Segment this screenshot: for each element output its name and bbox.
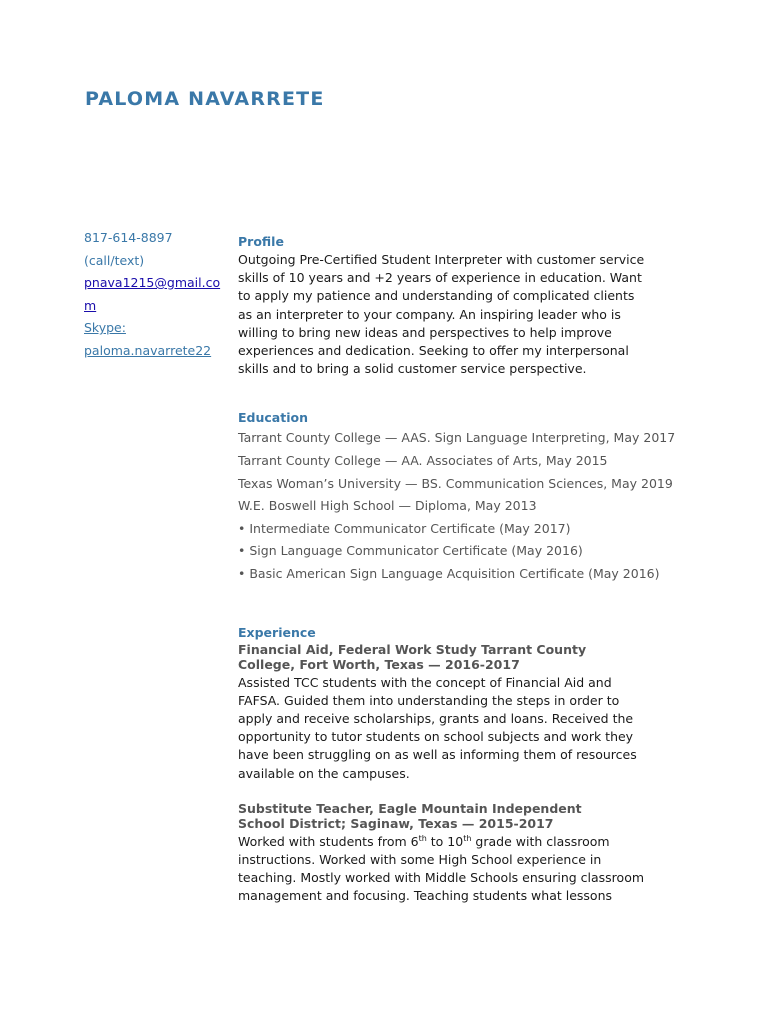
skype-handle-link[interactable]: paloma.navarrete22 <box>84 342 212 358</box>
job-desc-line: opportunity to tutor students on school subjects and work they <box>238 729 634 745</box>
education-list <box>238 427 688 585</box>
education-section <box>238 409 688 585</box>
education-item: Texas Woman’s University — BS. Communication Sciences, May 2019 <box>238 475 673 491</box>
ordinal-suffix: th <box>463 833 472 843</box>
email-part-1: pnava1215@gmail.co <box>84 275 221 290</box>
experience-heading: Experience <box>238 624 316 640</box>
job-desc-line: apply and receive scholarships, grants and loans. Received the <box>238 710 634 726</box>
profile-line: willing to bring new ideas and perspectives to help improve <box>238 324 612 340</box>
profile-line: to apply my patience and understanding of complicated clients <box>238 288 635 304</box>
education-item: Tarrant County College — AAS. Sign Language Interpreting, May 2017 <box>238 430 676 446</box>
candidate-name: PALOMA NAVARRETE <box>85 88 325 110</box>
profile-line: Outgoing Pre-Certified Student Interpreter with customer service <box>238 252 645 267</box>
job-desc-line: Assisted TCC students with the concept of Financial Aid and <box>238 674 612 690</box>
certificate-item: • Intermediate Communicator Certificate (May 2017) <box>238 520 571 536</box>
profile-line: as an interpreter to your company. An inspiring leader who is <box>238 306 621 322</box>
certificate-item: • Sign Language Communicator Certificate (May 2016) <box>238 543 583 559</box>
job-desc-line: instructions. Worked with some High School experience in <box>238 852 602 867</box>
desc-fragment: Worked with students from 6 <box>238 833 419 849</box>
main-column <box>238 233 688 906</box>
profile-line: experiences and dedication. Seeking to offer my interpersonal <box>238 343 629 359</box>
job-title-line: School District; Saginaw, Texas — 2015-2017 <box>238 816 554 832</box>
certificate-item: • Basic American Sign Language Acquisition Certificate (May 2016) <box>238 565 660 581</box>
job-desc-line: teaching. Mostly worked with Middle Schools ensuring classroom <box>238 870 645 886</box>
experience-section <box>238 624 688 906</box>
job-title <box>238 801 618 832</box>
profile-section <box>238 233 688 378</box>
email-link[interactable] <box>84 272 224 317</box>
job-description <box>238 674 688 783</box>
job-desc-line <box>238 833 688 851</box>
phone-number: 817-614-8897 <box>84 230 173 245</box>
job-desc-line: FAFSA. Guided them into understanding the steps in order to <box>238 692 620 708</box>
job-title-line: Financial Aid, Federal Work Study Tarrant County <box>238 641 587 657</box>
job-desc-line: available on the campuses. <box>238 765 410 781</box>
job-entry-substitute-teacher <box>238 801 688 906</box>
education-item: W.E. Boswell High School — Diploma, May 2013 <box>238 498 537 514</box>
job-entry-financial-aid <box>238 642 688 783</box>
phone-note: (call/text) <box>84 252 145 268</box>
job-desc-line: have been struggling on as well as informing them of resources <box>238 747 637 763</box>
job-title-line: Substitute Teacher, Eagle Mountain Independent <box>238 800 582 816</box>
education-heading: Education <box>238 410 308 426</box>
profile-text <box>238 251 688 378</box>
desc-fragment: grade with classroom <box>471 833 610 849</box>
profile-line: skills and to bring a solid customer service perspective. <box>238 361 587 377</box>
job-desc-line: management and focusing. Teaching students what lessons <box>238 888 613 904</box>
job-description <box>238 833 688 906</box>
contact-column <box>84 227 224 362</box>
job-title-line: College, Fort Worth, Texas — 2016-2017 <box>238 657 520 673</box>
email-part-2: m <box>84 297 97 313</box>
job-title <box>238 642 618 673</box>
desc-fragment: to 10 <box>426 833 464 849</box>
education-item: Tarrant County College — AA. Associates of Arts, May 2015 <box>238 453 608 469</box>
profile-line: skills of 10 years and +2 years of experience in education. Want <box>238 270 642 286</box>
skype-label: Skype: <box>84 320 126 335</box>
profile-heading: Profile <box>238 234 284 249</box>
ordinal-suffix: th <box>418 833 427 843</box>
